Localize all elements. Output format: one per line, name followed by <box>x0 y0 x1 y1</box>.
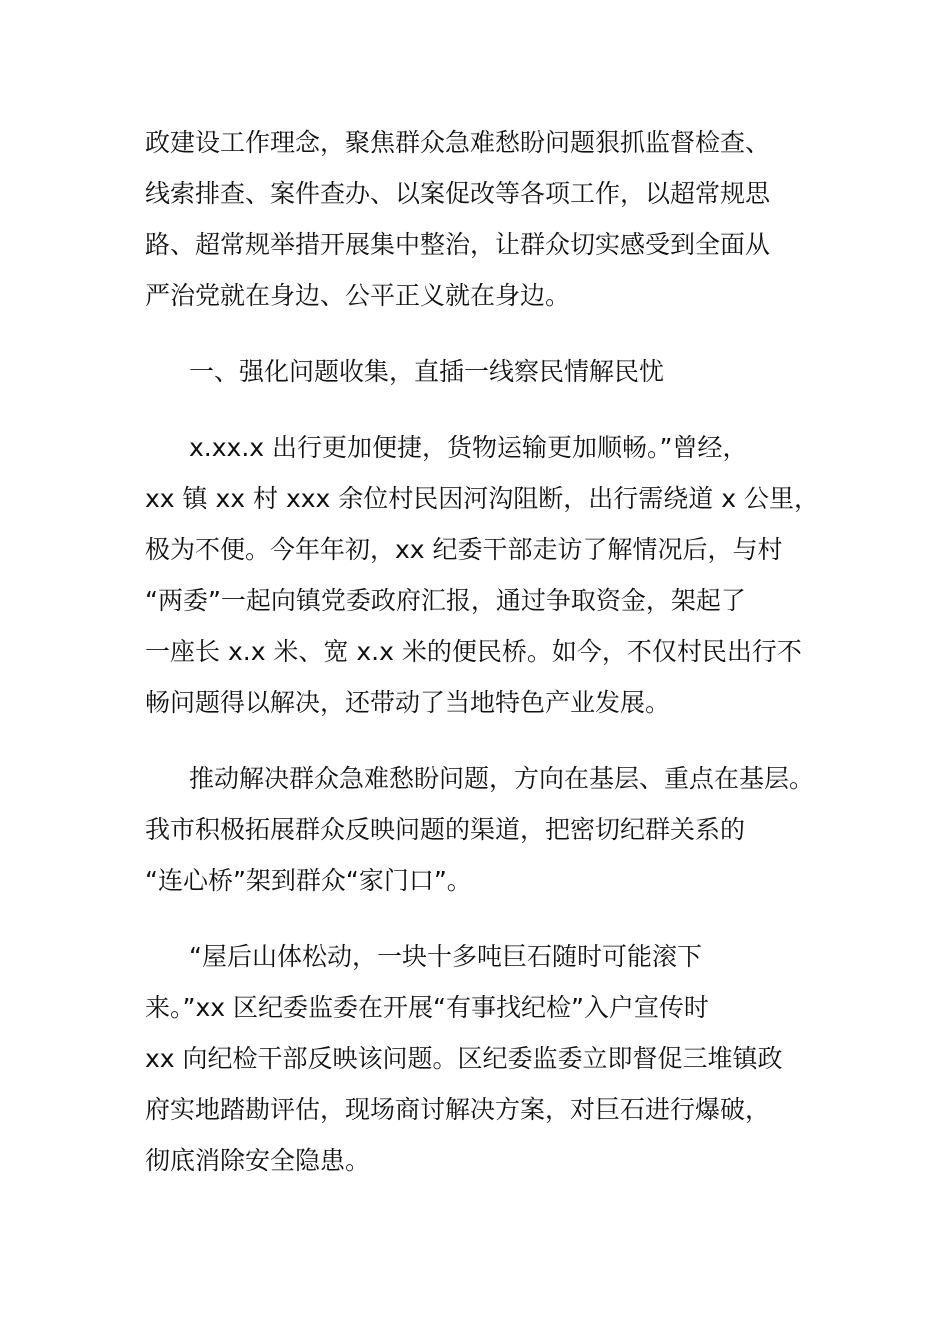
text-line: 严治党就在身边、公平正义就在身边。 <box>145 281 571 310</box>
paragraph-rock-story <box>145 931 835 1186</box>
paragraph-gap <box>145 397 835 422</box>
section-heading <box>145 346 835 397</box>
document-body <box>145 117 835 1186</box>
heading-line: 一、强化问题收集，直插一线察民情解民忧 <box>189 357 665 386</box>
text-line: 我市积极拓展群众反映问题的渠道，把密切纪群关系的 <box>145 815 746 844</box>
text-line: 府实地踏勘评估，现场商讨解决方案，对巨石进行爆破， <box>145 1095 771 1124</box>
text-line: 来。”xx 区纪委监委在开展“有事找纪检”入户宣传时 <box>145 993 709 1022</box>
text-line: “两委”一起向镇党委政府汇报，通过争取资金，架起了 <box>145 586 746 615</box>
text-line: “屋后山体松动，一块十多吨巨石随时可能滚下 <box>189 942 702 971</box>
text-line: xx 镇 xx 村 xxx 余位村民因河沟阻断，出行需绕道 x 公里， <box>145 484 819 513</box>
text-line: 畅问题得以解决，还带动了当地特色产业发展。 <box>145 688 671 717</box>
text-line: xx 向纪检干部反映该问题。区纪委监委立即督促三堆镇政 <box>145 1044 783 1073</box>
paragraph-gap <box>145 728 835 753</box>
text-line: 路、超常规举措开展集中整治，让群众切实感受到全面从 <box>145 230 771 259</box>
text-line: 推动解决群众急难愁盼问题，方向在基层、重点在基层。 <box>189 764 815 793</box>
paragraph-intro <box>145 117 835 321</box>
paragraph-gap <box>145 321 835 346</box>
text-line: x.xx.x 出行更加便捷，货物运输更加顺畅。”曾经， <box>189 433 748 462</box>
text-line: 一座长 x.x 米、宽 x.x 米的便民桥。如今，不仅村民出行不 <box>145 637 802 666</box>
text-line: 彻底消除安全隐患。 <box>145 1146 371 1175</box>
text-line: 线索排查、案件查办、以案促改等各项工作，以超常规思 <box>145 179 771 208</box>
text-line: “连心桥”架到群众“家门口”。 <box>145 866 472 895</box>
paragraph-gap <box>145 906 835 931</box>
paragraph-grassroots <box>145 753 835 906</box>
paragraph-bridge-story <box>145 422 835 728</box>
text-line: 极为不便。今年年初，xx 纪委干部走访了解情况后，与村 <box>145 535 783 564</box>
text-line: 政建设工作理念，聚焦群众急难愁盼问题狠抓监督检查、 <box>145 128 771 157</box>
